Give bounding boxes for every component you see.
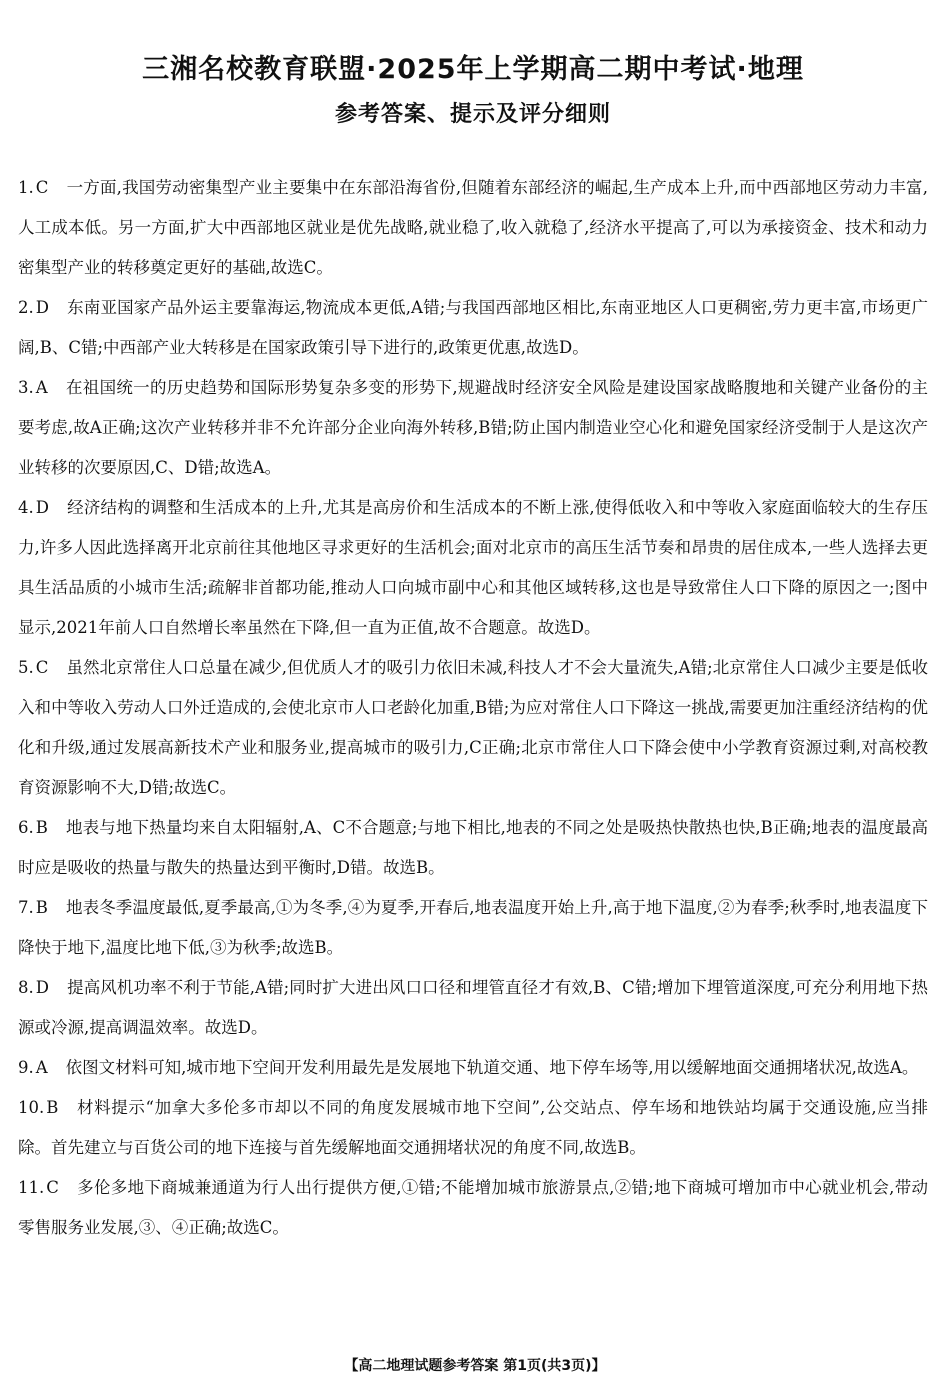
question-number: 4. <box>18 498 34 517</box>
answer-explanation: 在祖国统一的历史趋势和国际形势复杂多变的形势下,规避战时经济安全风险是建设国家战略腹地和关键产业备份的主要考虑,故A正确;这次产业转移并非不允许部分企业向海外转移,B错;防止国内制造业空心化和避免国家经济受制于人是这次产业转移的次要原因,C、D错;故选A。 <box>18 378 928 477</box>
answer-item <box>18 168 928 288</box>
answer-explanation: 虽然北京常住人口总量在减少,但优质人才的吸引力依旧未减,科技人才不会大量流失,A错;北京常住人口减少主要是低收入和中等收入劳动人口外迁造成的,会使北京市人口老龄化加重,B错;为应对常住人口下降这一挑战,需要更加注重经济结构的优化和升级,通过发展高新技术产业和服务业,提高城市的吸引力,C正确;北京市常住人口下降会使中小学教育资源过剩,对高校教育资源影响不大,D错;故选C。 <box>18 658 928 797</box>
page-footer: 【高二地理试题参考答案 第1页(共3页)】 <box>344 1358 606 1374</box>
answer-item <box>18 1088 928 1168</box>
answer-explanation: 材料提示“加拿大多伦多市却以不同的角度发展城市地下空间”,公交站点、停车场和地铁站均属于交通设施,应当排除。首先建立与百货公司的地下连接与首先缓解地面交通拥堵状况的角度不同,故选B。 <box>18 1098 928 1157</box>
answer-item <box>18 968 928 1048</box>
answer-letter: D <box>35 978 49 997</box>
answer-letter: D <box>35 298 49 317</box>
answer-letter: B <box>35 898 48 917</box>
answer-item <box>18 488 928 648</box>
answer-explanation: 提高风机功率不利于节能,A错;同时扩大进出风口口径和埋管直径才有效,B、C错;增加下埋管道深度,可充分利用地下热源或冷源,提高调温效率。故选D。 <box>18 978 928 1037</box>
question-number: 11. <box>18 1178 45 1197</box>
answer-explanation: 地表冬季温度最低,夏季最高,①为冬季,④为夏季,开春后,地表温度开始上升,高于地下温度,②为春季;秋季时,地表温度下降快于地下,温度比地下低,③为秋季;故选B。 <box>18 898 928 957</box>
answer-explanation: 依图文材料可知,城市地下空间开发利用最先是发展地下轨道交通、地下停车场等,用以缓解地面交通拥堵状况,故选A。 <box>65 1058 919 1077</box>
answer-explanation: 经济结构的调整和生活成本的上升,尤其是高房价和生活成本的不断上涨,使得低收入和中等收入家庭面临较大的生存压力,许多人因此选择离开北京前往其他地区寻求更好的生活机会;面对北京市的高压生活节奏和昂贵的居住成本,一些人选择去更具生活品质的小城市生活;疏解非首都功能,推动人口向城市副中心和其他区域转移,这也是导致常住人口下降的原因之一;图中显示,2021年前人口自然增长率虽然在下降,但一直为正值,故不合题意。故选D。 <box>18 498 928 637</box>
page-subtitle: 参考答案、提示及评分细则 <box>334 102 611 127</box>
answer-letter: C <box>35 178 49 197</box>
question-number: 9. <box>18 1058 34 1077</box>
answer-item <box>18 888 928 968</box>
question-number: 6. <box>18 818 34 837</box>
answer-letter: B <box>35 818 48 837</box>
answer-explanation: 东南亚国家产品外运主要靠海运,物流成本更低,A错;与我国西部地区相比,东南亚地区人口更稠密,劳力更丰富,市场更广阔,B、C错;中西部产业大转移是在国家政策引导下进行的,政策更优惠,故选D。 <box>18 298 928 357</box>
answer-letter: A <box>35 378 48 397</box>
question-number: 2. <box>18 298 34 317</box>
answer-explanation: 一方面,我国劳动密集型产业主要集中在东部沿海省份,但随着东部经济的崛起,生产成本上升,而中西部地区劳动力丰富,人工成本低。另一方面,扩大中西部地区就业是优先战略,就业稳了,收入就稳了,经济水平提高了,可以为承接资金、技术和动力密集型产业的转移奠定更好的基础,故选C。 <box>18 178 928 277</box>
answer-explanation: 地表与地下热量均来自太阳辐射,A、C不合题意;与地下相比,地表的不同之处是吸热快散热也快,B正确;地表的温度最高时应是吸收的热量与散失的热量达到平衡时,D错。故选B。 <box>18 818 928 877</box>
question-number: 5. <box>18 658 34 677</box>
answer-item <box>18 808 928 888</box>
page-title: 三湘名校教育联盟·2025年上学期高二期中考试·地理 <box>142 54 804 85</box>
question-number: 7. <box>18 898 34 917</box>
answer-letter: D <box>35 498 49 517</box>
answer-letter: B <box>46 1098 59 1117</box>
answer-item <box>18 288 928 368</box>
question-number: 10. <box>18 1098 45 1117</box>
question-number: 8. <box>18 978 34 997</box>
question-number: 3. <box>18 378 34 397</box>
answer-explanation: 多伦多地下商城兼通道为行人出行提供方便,①错;不能增加城市旅游景点,②错;地下商城可增加市中心就业机会,带动零售服务业发展,③、④正确;故选C。 <box>18 1178 928 1237</box>
answer-item <box>18 1048 928 1088</box>
question-number: 1. <box>18 178 34 197</box>
answer-letter: A <box>35 1058 48 1077</box>
answer-item <box>18 648 928 808</box>
answer-item <box>18 368 928 488</box>
answer-letter: C <box>35 658 49 677</box>
answer-letter: C <box>46 1178 59 1197</box>
answer-list <box>18 168 928 1248</box>
answer-item <box>18 1168 928 1248</box>
